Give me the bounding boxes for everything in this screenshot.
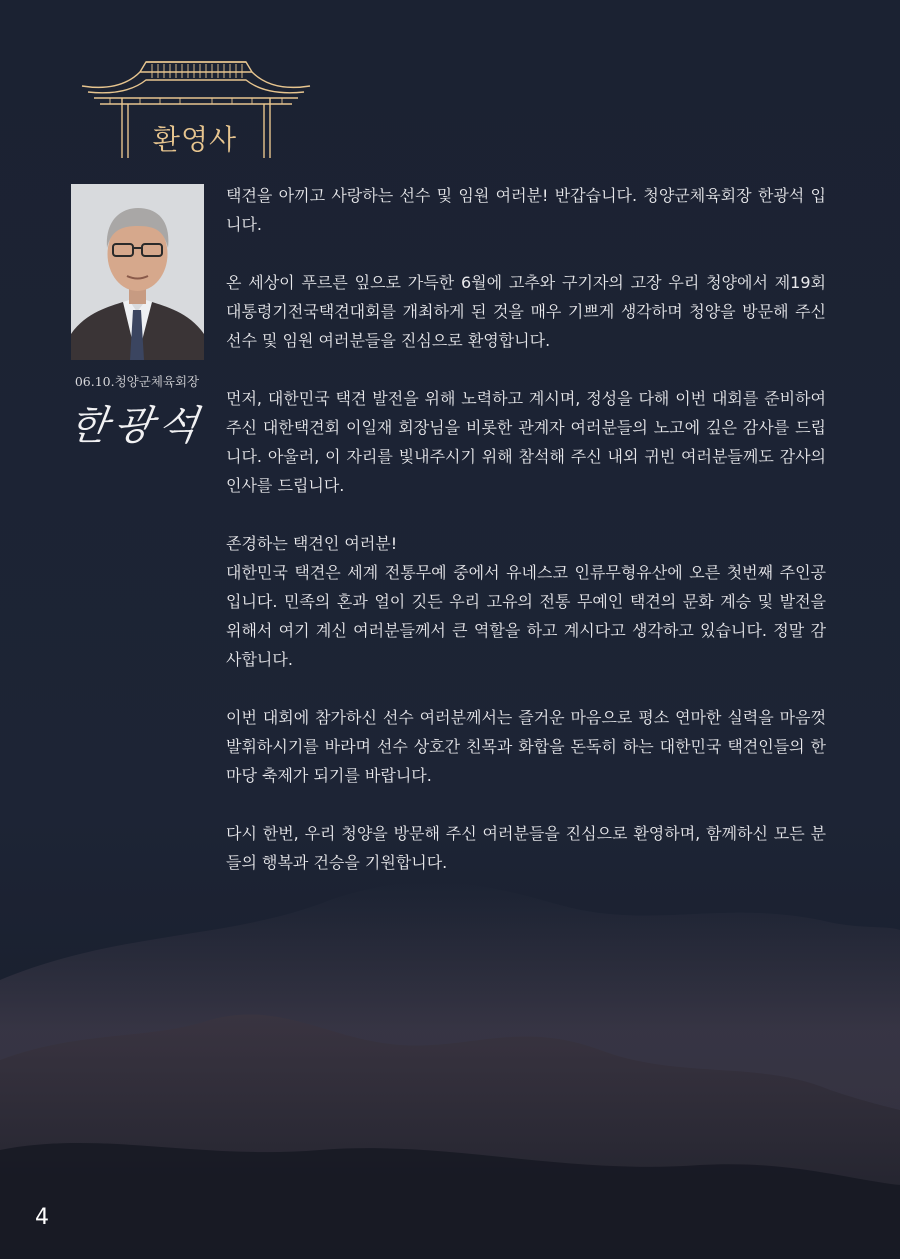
paragraph-text: 이번 대회에 참가하신 선수 여러분께서는 즐거운 마음으로 평소 연마한 실력을 마음껏 발휘하시기를 바라며 선수 상호간 친목과 화합을 돈독히 하는 대한민국 택견인들의 한마당 축제가 되기를 바랍니다. xyxy=(226,708,826,785)
paragraph-heading: 존경하는 택견인 여러분! xyxy=(226,534,398,553)
paragraph-2 xyxy=(226,268,826,355)
signature: 한광석 xyxy=(66,403,207,449)
page-number: 4 xyxy=(35,1205,49,1230)
paragraph-3 xyxy=(226,384,826,500)
paragraph-text: 택견을 아끼고 사랑하는 선수 및 임원 여러분! 반갑습니다. 청양군체육회장 한광석 입니다. xyxy=(226,186,826,234)
portrait-photo xyxy=(71,184,204,360)
paragraph-4 xyxy=(226,529,826,674)
paragraph-text: 다시 한번, 우리 청양을 방문해 주신 여러분들을 진심으로 환영하며, 함께하신 모든 분들의 행복과 건승을 기원합니다. xyxy=(226,824,826,872)
paragraph-text: 대한민국 택견은 세계 전통무예 중에서 유네스코 인류무형유산에 오른 첫번째 주인공입니다. 민족의 혼과 얼이 깃든 우리 고유의 전통 무예인 택견의 문화 계승 및 발전을 위해서 여기 계신 여러분들께서 큰 역할을 하고 계시다고 생각하고 있습니다. 정말 감사합니다. xyxy=(226,563,826,669)
paragraph-text: 먼저, 대한민국 택견 발전을 위해 노력하고 계시며, 정성을 다해 이번 대회를 준비하여 주신 대한택견회 이일재 회장님을 비롯한 관계자 여러분들의 노고에 깊은 감사를 드립니다. 아울러, 이 자리를 빛내주시기 위해 참석해 주신 내외 귀빈 여러분들께도 감사의 인사를 드립니다. xyxy=(226,389,826,495)
paragraph-1 xyxy=(226,181,826,239)
welcome-message xyxy=(226,181,826,906)
paragraph-text: 온 세상이 푸르른 잎으로 가득한 6월에 고추와 구기자의 고장 우리 청양에서 제19회 대통령기전국택견대회를 개최하게 된 것을 매우 기쁘게 생각하며 청양을 방문해 주신 선수 및 임원 여러분들을 진심으로 환영합니다. xyxy=(226,273,826,350)
portrait-caption: 06.10.청양군체육회장 xyxy=(74,374,200,389)
paragraph-5 xyxy=(226,703,826,790)
page-title: 환영사 xyxy=(152,123,238,156)
paragraph-6 xyxy=(226,819,826,877)
